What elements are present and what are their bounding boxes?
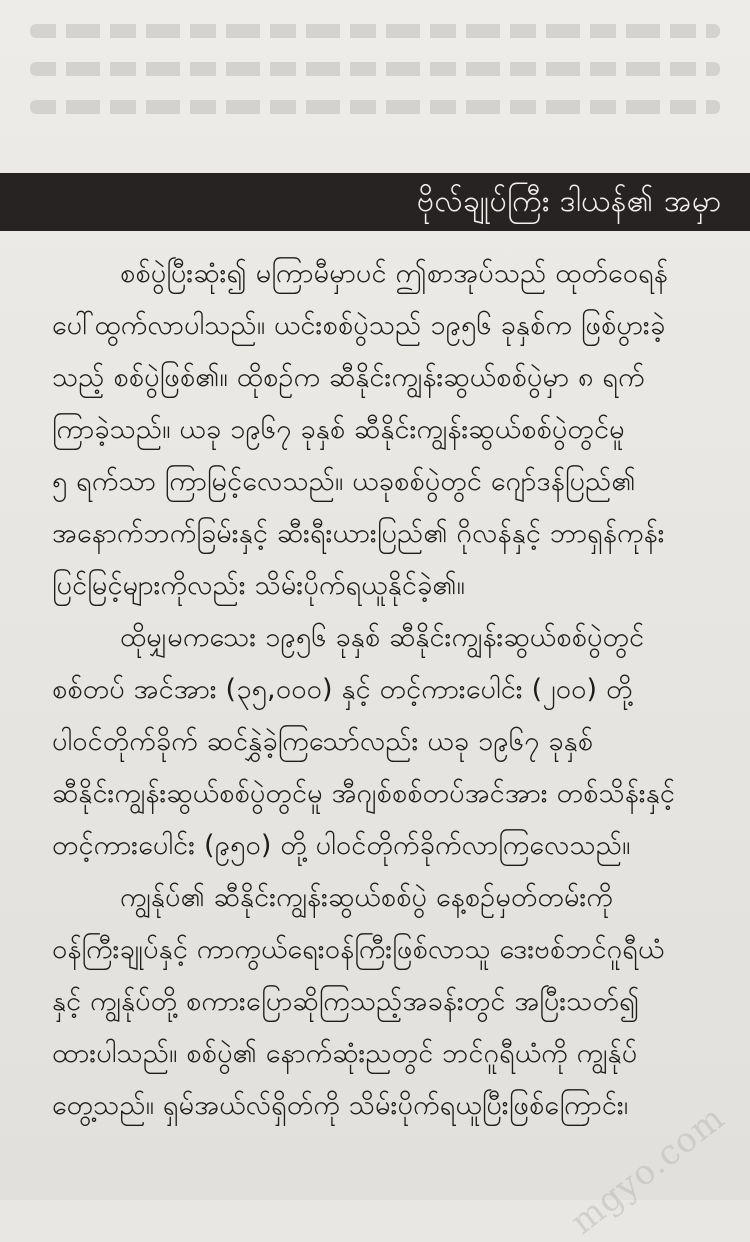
paragraph-line: ထားပါသည်။ စစ်ပွဲ၏ နောက်ဆုံးညတွင် ဘင်ဂူရီယံကို ကျွန်ုပ် bbox=[52, 1038, 638, 1069]
paragraph-line: ထိုမျှမကသေး ၁၉၅၆ ခုနှစ် ဆီနိုင်းကျွန်းဆွယ်စစ်ပွဲတွင် bbox=[120, 622, 645, 653]
paragraph-line: ၅ ရက်သာ ကြာမြင့်လေသည်။ ယခုစစ်ပွဲတွင် ဂျော်ဒန်ပြည်၏ bbox=[52, 466, 636, 497]
ghost-line bbox=[30, 24, 720, 38]
paragraph-line: စစ်ပွဲပြီးဆုံး၍ မကြာမီမှာပင် ဤစာအုပ်သည် ထုတ်ဝေရန် bbox=[120, 258, 668, 289]
ghost-line bbox=[30, 62, 720, 76]
paragraph-line: တင့်ကားပေါင်း (၉၅၀) တို့ ပါဝင်တိုက်ခိုက်လာကြလေသည်။ bbox=[52, 830, 631, 861]
paragraph-line: ကြာခဲ့သည်။ ယခု ၁၉၆၇ ခုနှစ် ဆီနိုင်းကျွန်းဆွယ်စစ်ပွဲတွင်မူ bbox=[52, 414, 625, 445]
paragraph-line: ပါဝင်တိုက်ခိုက် ဆင်နွှဲခဲ့ကြသော်လည်း ယခု ၁၉၆၇ ခုနှစ် bbox=[52, 726, 594, 757]
show-through-text bbox=[30, 0, 720, 170]
paragraph-line: သည့် စစ်ပွဲဖြစ်၏။ ထိုစဉ်က ဆီနိုင်းကျွန်းဆွယ်စစ်ပွဲမှာ ၈ ရက် bbox=[52, 362, 645, 393]
paragraph-line: အနောက်ဘက်ခြမ်းနှင့် ဆီးရီးယားပြည်၏ ဂိုလန်နှင့် ဘာရှန်ကုန်း bbox=[52, 518, 665, 549]
ghost-line bbox=[30, 100, 720, 114]
watermark: mgyo.com bbox=[563, 1097, 733, 1242]
paragraph-line: ကျွန်ုပ်၏ ဆီနိုင်းကျွန်းဆွယ်စစ်ပွဲ နေ့စဉ်မှတ်တမ်းကို bbox=[120, 882, 614, 913]
paragraph-line: ဆီနိုင်းကျွန်းဆွယ်စစ်ပွဲတွင်မူ အီဂျစ်စစ်တပ်အင်အား တစ်သိန်းနှင့် bbox=[52, 778, 676, 809]
chapter-title: ဗိုလ်ချုပ်ကြီး ဒါယန်၏ အမှာ bbox=[416, 184, 722, 219]
paragraph-line: တွေ့သည်။ ရှမ်အယ်လ်ရှိတ်ကို သိမ်းပိုက်ရယူပြီးဖြစ်ကြောင်း၊ bbox=[52, 1090, 629, 1121]
paragraph-line: ပေါ်ထွက်လာပါသည်။ ယင်းစစ်ပွဲသည် ၁၉၅၆ ခုနှစ်က ဖြစ်ပွားခဲ့ bbox=[52, 310, 666, 341]
paragraph-line: နှင့် ကျွန်ုပ်တို့ စကားပြောဆိုကြသည့်အခန်းတွင် အပြီးသတ်၍ bbox=[52, 986, 640, 1017]
body-text bbox=[52, 248, 712, 1132]
paragraph-line: ပြင်မြင့်များကိုလည်း သိမ်းပိုက်ရယူနိုင်ခဲ့၏။ bbox=[52, 570, 466, 601]
paragraph-line: ဝန်ကြီးချုပ်နှင့် ကာကွယ်ရေးဝန်ကြီးဖြစ်လာသူ ဒေးဗစ်ဘင်ဂူရီယံ bbox=[52, 934, 665, 965]
chapter-header-bar bbox=[0, 173, 750, 231]
paragraph-line: စစ်တပ် အင်အား (၃၅,၀၀၀) နှင့် တင့်ကားပေါင်း (၂၀၀) တို့ bbox=[52, 674, 633, 705]
